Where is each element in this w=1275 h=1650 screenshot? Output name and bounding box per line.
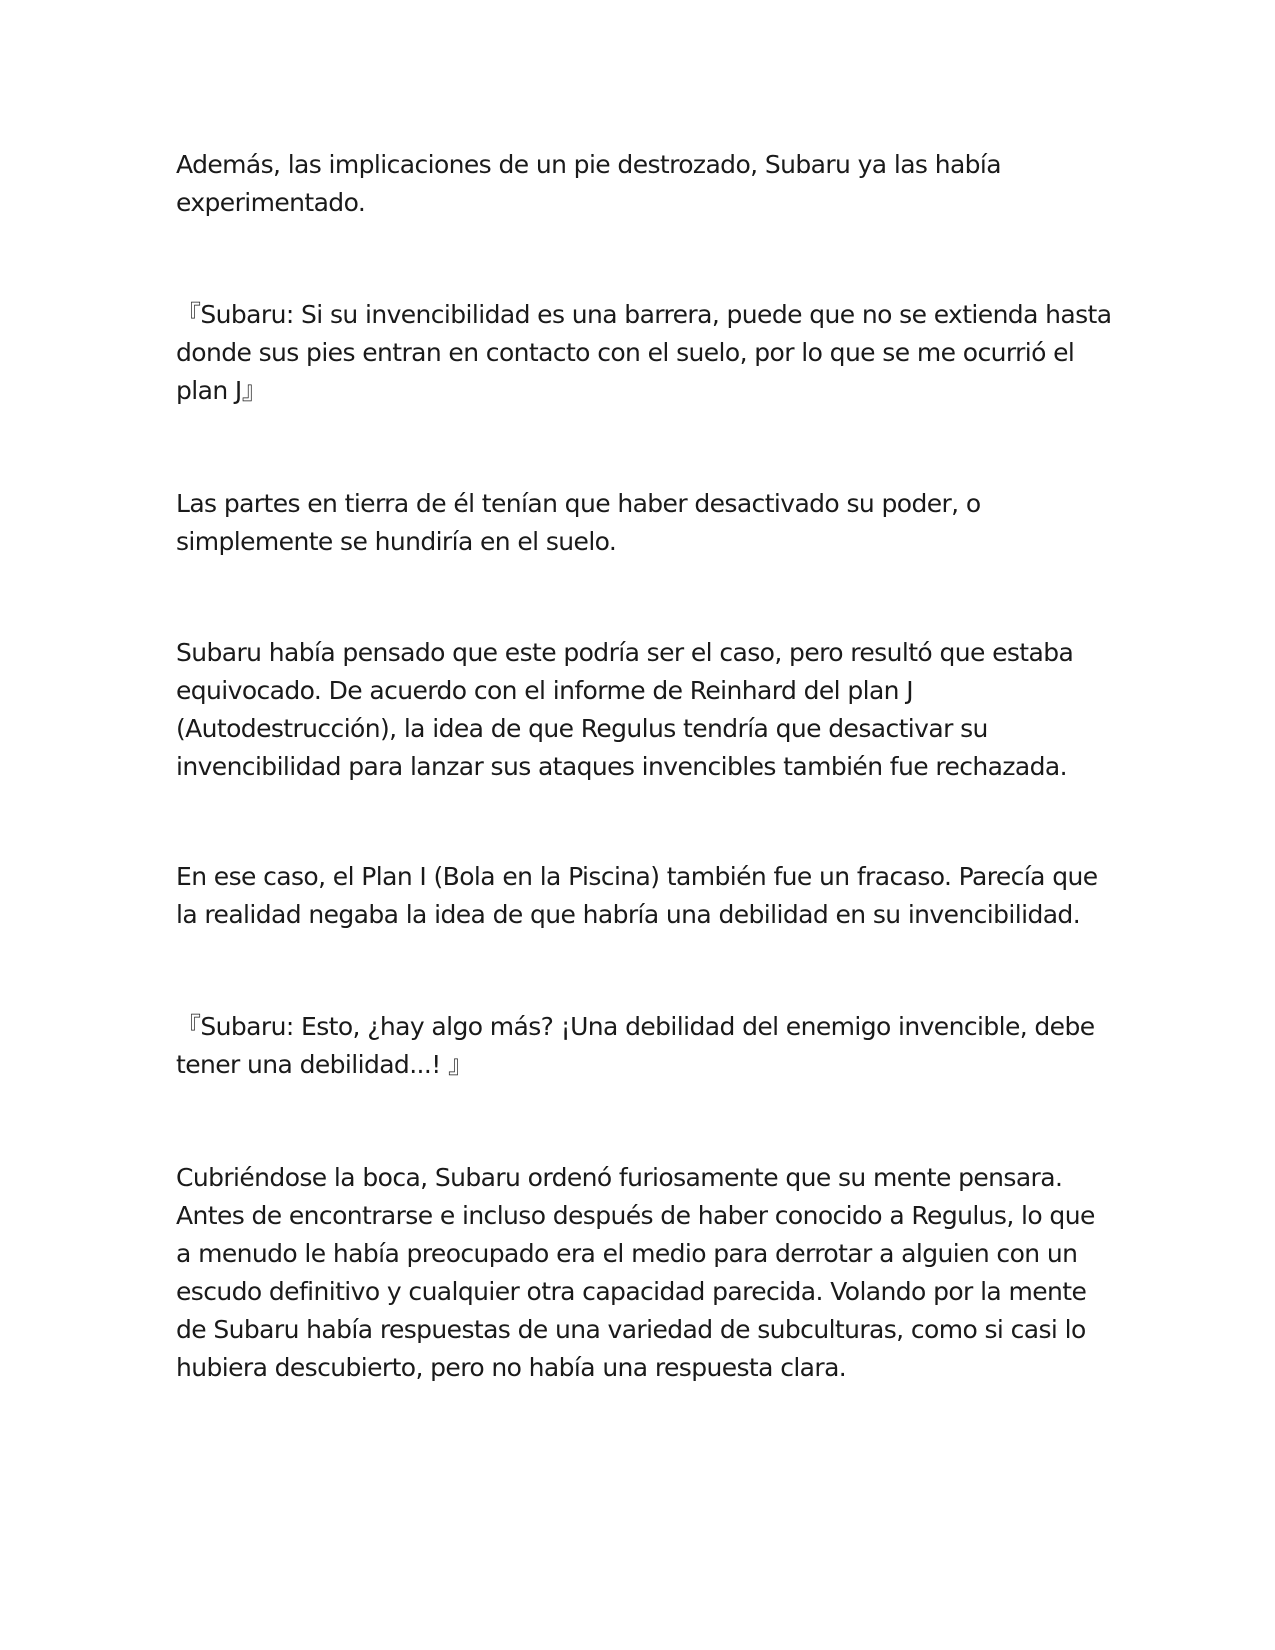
paragraph xyxy=(176,146,1106,222)
text-line: tener una debilidad...! 』 xyxy=(176,1050,473,1079)
text-line: hubiera descubierto, pero no había una respuesta clara. xyxy=(176,1353,847,1382)
text-line: invencibilidad para lanzar sus ataques invencibles también fue rechazada. xyxy=(176,752,1067,781)
text-line: Las partes en tierra de él tenían que haber desactivado su poder, o xyxy=(176,489,981,518)
text-line: simplemente se hundiría en el suelo. xyxy=(176,527,617,556)
text-line: experimentado. xyxy=(176,188,366,217)
text-line: donde sus pies entran en contacto con el suelo, por lo que se me ocurrió el xyxy=(176,338,1075,367)
paragraph xyxy=(176,858,1106,934)
dialogue-paragraph xyxy=(176,1008,1106,1084)
text-line: escudo definitivo y cualquier otra capacidad parecida. Volando por la mente xyxy=(176,1277,1087,1306)
text-line: de Subaru había respuestas de una variedad de subculturas, como si casi lo xyxy=(176,1315,1086,1344)
paragraph xyxy=(176,1159,1106,1387)
text-line: 『Subaru: Si su invencibilidad es una barrera, puede que no se extienda hasta xyxy=(176,300,1112,329)
text-line: 『Subaru: Esto, ¿hay algo más? ¡Una debilidad del enemigo invencible, debe xyxy=(176,1012,1095,1041)
text-line: (Autodestrucción), la idea de que Regulus tendría que desactivar su xyxy=(176,714,988,743)
text-line: Cubriéndose la boca, Subaru ordenó furiosamente que su mente pensara. xyxy=(176,1163,1063,1192)
text-line: la realidad negaba la idea de que habría una debilidad en su invencibilidad. xyxy=(176,900,1081,929)
text-line: Antes de encontrarse e incluso después de haber conocido a Regulus, lo que xyxy=(176,1201,1095,1230)
dialogue-paragraph xyxy=(176,296,1112,410)
paragraph xyxy=(176,485,1106,561)
text-line: En ese caso, el Plan I (Bola en la Piscina) también fue un fracaso. Parecía que xyxy=(176,862,1098,891)
text-line: plan J』 xyxy=(176,376,267,405)
text-line: Además, las implicaciones de un pie destrozado, Subaru ya las había xyxy=(176,150,1001,179)
text-line: a menudo le había preocupado era el medio para derrotar a alguien con un xyxy=(176,1239,1078,1268)
text-line: equivocado. De acuerdo con el informe de Reinhard del plan J xyxy=(176,676,914,705)
paragraph xyxy=(176,634,1106,786)
text-line: Subaru había pensado que este podría ser el caso, pero resultó que estaba xyxy=(176,638,1074,667)
